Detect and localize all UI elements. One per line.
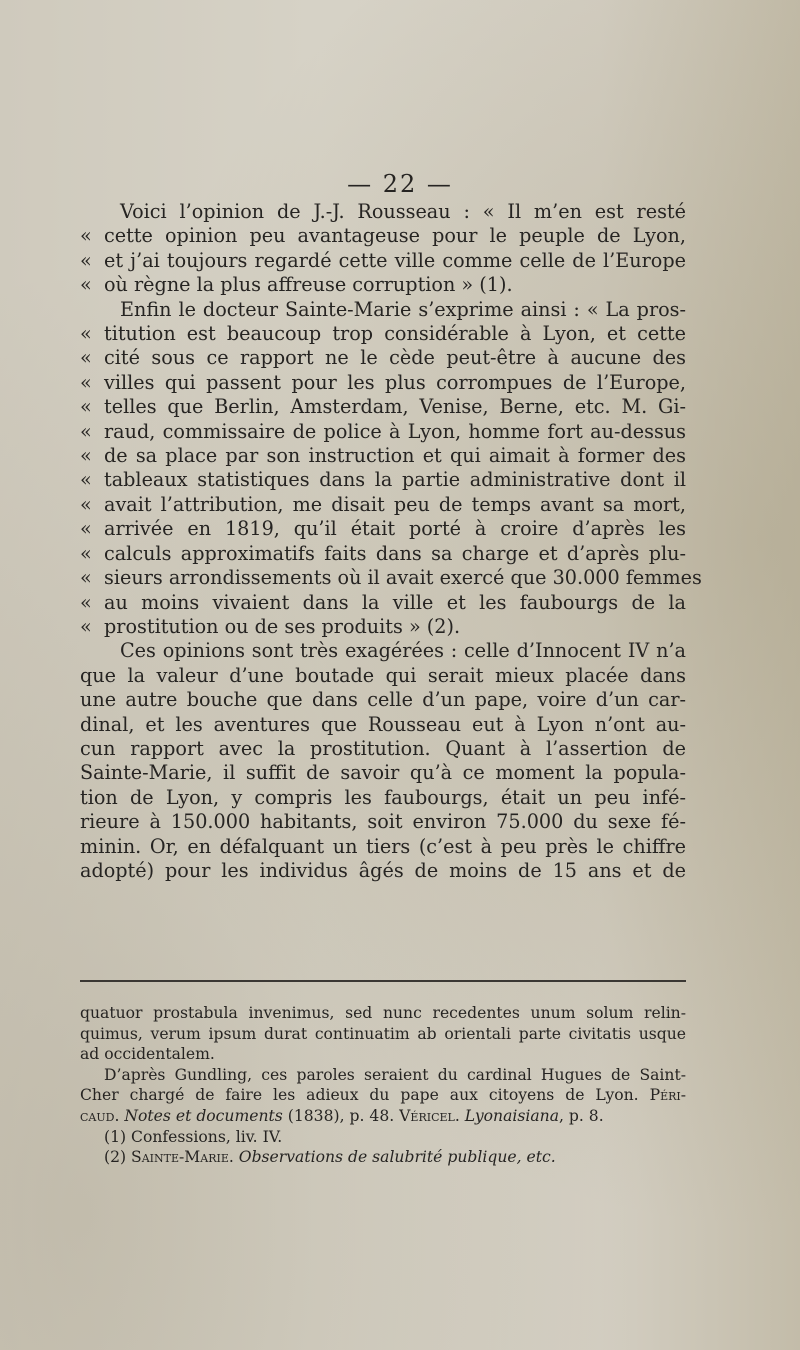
footnote-line: Cher chargé de faire les adieux du pape aux citoyens de Lyon. Péri- bbox=[80, 1086, 686, 1105]
footnote-2: (2) Sainte-Marie. Observations de salubrité publique, etc. bbox=[104, 1148, 556, 1167]
footnote-line: caud. Notes et documents (1838), p. 48. Véricel. Lyonaisiana, p. 8. bbox=[80, 1106, 604, 1125]
text-line: « arrivée en 1819, qu’il était porté à croire d’après les bbox=[80, 517, 686, 541]
text-line: « cité sous ce rapport ne le cède peut-être à aucune des bbox=[80, 346, 686, 370]
text-line: « villes qui passent pour les plus corrompues de l’Europe, bbox=[80, 370, 686, 394]
text-line: « sieurs arrondissements où il avait exercé que 30.000 femmes bbox=[80, 566, 702, 590]
text-line: « raud, commissaire de police à Lyon, homme fort au-dessus bbox=[80, 419, 686, 443]
footnote-line: D’après Gundling, ces paroles seraient du cardinal Hugues de Saint- bbox=[104, 1065, 686, 1084]
text-line: Voici l’opinion de J.-J. Rousseau : « Il m’en est resté bbox=[120, 200, 686, 223]
text-line: « prostitution ou de ses produits » (2). bbox=[80, 614, 461, 638]
footnote-line: quimus, verum ipsum durat continuatim ab orientali parte civitatis usque bbox=[80, 1024, 686, 1043]
text-line: dinal, et les aventures que Rousseau eut à Lyon n’ont au- bbox=[80, 712, 686, 736]
footnote-line: ad occidentalem. bbox=[80, 1045, 215, 1064]
footnote-1: (1) Confessions, liv. IV. bbox=[104, 1127, 283, 1146]
footnote-line: quatuor prostabula invenimus, sed nunc recedentes unum solum relin- bbox=[80, 1004, 686, 1022]
text-line: tion de Lyon, y compris les faubourgs, était un peu infé- bbox=[80, 785, 686, 809]
text-line: « avait l’attribution, me disait peu de temps avant sa mort, bbox=[80, 492, 686, 516]
text-line: Enfin le docteur Sainte-Marie s’exprime ainsi : « La pros- bbox=[120, 297, 686, 321]
footnotes bbox=[80, 1003, 686, 1168]
main-text bbox=[80, 200, 702, 883]
page-number: — 22 — bbox=[347, 170, 453, 198]
text-line: rieure à 150.000 habitants, soit environ 75.000 du sexe fé- bbox=[80, 810, 686, 834]
text-line: cun rapport avec la prostitution. Quant à l’assertion de bbox=[80, 736, 686, 760]
text-line: que la valeur d’une boutade qui serait mieux placée dans bbox=[80, 663, 686, 687]
text-line: une autre bouche que dans celle d’un pape, voire d’un car- bbox=[80, 688, 686, 712]
text-line: « au moins vivaient dans la ville et les faubourgs de la bbox=[80, 590, 686, 614]
text-line: « cette opinion peu avantageuse pour le peuple de Lyon, bbox=[80, 224, 686, 248]
text-line: « telles que Berlin, Amsterdam, Venise, Berne, etc. M. Gi- bbox=[80, 395, 686, 419]
text-line: « calculs approximatifs faits dans sa charge et d’après plu- bbox=[80, 541, 686, 565]
text-line: Ces opinions sont très exagérées : celle d’Innocent IV n’a bbox=[120, 639, 686, 663]
text-line: Sainte-Marie, il suffit de savoir qu’à ce moment la popula- bbox=[80, 761, 686, 785]
text-line: « titution est beaucoup trop considérable à Lyon, et cette bbox=[80, 322, 686, 346]
text-line: adopté) pour les individus âgés de moins de 15 ans et de bbox=[80, 858, 686, 882]
text-line: minin. Or, en défalquant un tiers (c’est à peu près le chiffre bbox=[80, 834, 686, 858]
text-line: « où règne la plus affreuse corruption » (1). bbox=[80, 273, 513, 297]
text-line: « de sa place par son instruction et qui aimait à former des bbox=[80, 444, 686, 468]
footnote-divider bbox=[80, 980, 686, 982]
text-line: « tableaux statistiques dans la partie administrative dont il bbox=[80, 468, 686, 492]
text-line: « et j’ai toujours regardé cette ville comme celle de l’Europe bbox=[80, 248, 686, 272]
